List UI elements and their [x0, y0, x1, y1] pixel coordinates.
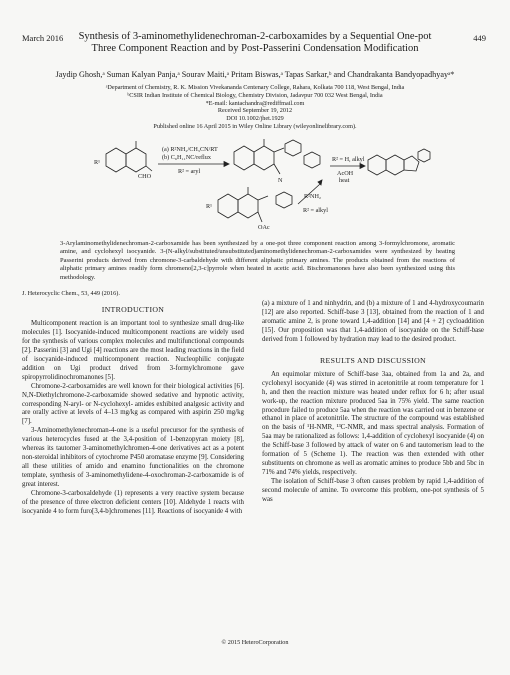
corresponding-email: *E-mail: kantachandra@rediffmail.com	[205, 99, 305, 107]
scheme-condition-b: (b) C₆H₁₁NC/reflux	[162, 154, 211, 161]
journal-citation: J. Heterocyclic Chem., 53, 449 (2016).	[22, 290, 120, 297]
passerini-product-structure	[218, 187, 292, 222]
page-number: 449	[473, 33, 486, 43]
section-heading-results: RESULTS AND DISCUSSION	[320, 355, 426, 365]
chromenopyrrole-structure	[368, 149, 430, 175]
results-paragraph-1: An equimolar mixture of Schiff-base 3aa, obtained from 1a and 2a, and cyclohexyl isocyanide (4) was stirred in acetonitrile at room temperature for 1 h, and then the reaction mixture was heated under reflux for 6 h; after usual work-up, the reaction mixture produced 5aa in 75% yield. The same reaction procedure failed to produce 5aa when the reaction was carried out in benzene or ethanol in place of acetonitrile. The structure of the compound was established on the basis of ¹H-NMR, ¹³C-NMR, and mass spectral analysis. Formation of 5aa may be rationalized as follows: 1,4-addition of cyclohexyl isocyanide (4) on the Schiff-base 3 followed by attack of water on 6 and tautomerism lead to the formation of 5 (Scheme 1). The reaction was then extended with other substituents on chromone as well as aromatic amines to produce 5bb and 5bc in 71% and 74% yields, respectively.	[262, 370, 484, 477]
cyclohexyl-ring	[304, 152, 320, 168]
scheme-r1-label-lower: R¹	[206, 203, 212, 210]
affiliation-b: ᵇCSIR Indian Institute of Chemical Biology, Chemistry Division, Jadavpur 700 032 West Bengal, India	[127, 91, 383, 99]
affiliation-a: ᵃDepartment of Chemistry, R. K. Mission Vivekananda Centenary College, Rahara, Kolkata 700 118, West Bengal, India	[105, 84, 405, 91]
intro-paragraph-3: 3-Aminomethylenechroman-4-one is a useful precursor for the synthesis of various heterocycles fused at the 3,4-position of 1-benzopyran moiety [8], whereas its tautomer 3-aminomethylchromen-4-one derivatives act as a potent non-steroidal inhibitors of cytochrome P450 aromatase enzyme [9]. Considering all these utilities of amido and enamino functionalities on the chromone template, synthesis of 3-aminomethylidene-4-oxochroman-2-carboxamide is of great interest.	[22, 427, 244, 489]
scheme-cho-label: CHO	[138, 173, 152, 180]
scheme-r2-h-alkyl: R² = H, alkyl	[332, 156, 365, 163]
left-column	[22, 300, 244, 517]
article-title: Synthesis of 3-aminomethylidenechroman-2-carboxamides by a Sequential One-pot Three Component Reaction and by Post-Passerini Condensation Modification	[78, 31, 432, 55]
scheme-heat: heat	[339, 177, 350, 184]
affiliations-block	[16, 84, 494, 131]
results-paragraph-2: The isolation of Schiff-base 3 often causes problem by rapid 1,4-addition of second molecule of amine. To overcome this problem, one-pot synthesis of 5 was	[262, 478, 484, 504]
scheme-oac-label: OAc	[258, 224, 270, 231]
scheme-acoh: AcOH	[337, 170, 354, 177]
doi: DOI 10.1002/jhet.1929	[226, 115, 284, 123]
section-heading-introduction: INTRODUCTION	[101, 305, 165, 314]
right-column	[262, 300, 484, 505]
aryl-product-structure	[234, 139, 301, 174]
intro-paragraph-4: Chromone-3-carboxaldehyde (1) represents a very reactive system because of the presence of three electron deficient centers [10]. Aldehyde 1 reacts with isocyanide 4 to form furo[3,4-b]chromenes [11]. Reactions of isocyanide 4 with	[22, 490, 244, 515]
intro-continuation-paragraph: (a) a mixture of 1 and ninhydrin, and (b) a mixture of 1 and 4-hydroxycoumarin [12] are also reported. Schiff-base 3 [13], obtained from the reaction of 1 and aromatic amine 2, is prone toward 1,4-addition [14] and [4 + 2] cycloaddition [15]. Our proposition was that 1,4-addition of isocyanide on the Schiff-base derived from 1 followed by hydration may lead to the desired product.	[262, 300, 484, 343]
published-online: Published online 16 April 2015 in Wiley Online Library (wileyonlinelibrary.com).	[153, 122, 357, 130]
scheme-r2nh2: R²NH₂	[304, 193, 322, 200]
scheme-r2-aryl: R² = aryl	[178, 168, 201, 175]
scheme-r2-alkyl: R² = alkyl	[303, 207, 328, 214]
intro-paragraph-1: Multicomponent reaction is an important tool to synthesize small drug-like molecules [1]. Isocyanide-induced multicomponent reactions are widely used for the synthesis of various complex molecules and multifunctional compounds [2]. Passerini [3] and Ugi [4] reactions are the most leading reactions in the field of isocyanide-induced multicomponent reaction. Nucleophilic conjugate addition on Ugi product drived from 3-formylchromone gave spiropyrrolidinochromanones [5].	[22, 319, 244, 381]
abstract: 3-Arylaminomethylidenechroman-2-carboxamide has been synthesized by a one-pot three component reaction among 3-formylchromone, aromatic amine, and cyclohexyl isocyanide. 3-(N-alkyl/substituted/unsubstituted)aminomethylidenechroman-2-carboxamides were synthesized by heating Passerini products derived from chromone-3-carbaldehyde with different aliphatic primary amines. The products obtained from the reactions of aliphatic primary amines readily form chromeno[2,3-c]pyrrole when heated in acetic acid. Bischromanones have also been synthesized using this methodology.	[60, 240, 455, 281]
intro-paragraph-2: Chromone-2-carboxamides are well known for their biological activities [6]. N,N-Diethylchromone-2-carboxamide showed sedative and hypnotic activity, corresponding N-aryl- or N-cyclohexyl- amides exhibited analgesic activity and are orally active at levels of 4–13 mg/kg as compared with aspirin 250 mg/kg [7].	[22, 382, 244, 426]
copyright-footer: © 2015 HeteroCorporation	[221, 639, 289, 646]
chromone-aldehyde-structure	[106, 141, 152, 172]
author-list: Jaydip Ghosh,ᵃ Suman Kalyan Panja,ᵃ Sourav Maiti,ᵃ Pritam Biswas,ᵃ Tapas Sarkar,ᵇ and Chandrakanta Bandyopadhyayᵃ*	[55, 70, 455, 79]
scheme-condition-a: (a) R²NH₂/CH₃CN/RT	[162, 146, 218, 153]
running-header-date: March 2016	[22, 33, 64, 43]
received-date: Received September 19, 2012	[217, 107, 293, 115]
reaction-scheme	[92, 134, 432, 234]
scheme-r1-label: R¹	[94, 159, 100, 166]
scheme-n-label: N	[278, 177, 283, 184]
